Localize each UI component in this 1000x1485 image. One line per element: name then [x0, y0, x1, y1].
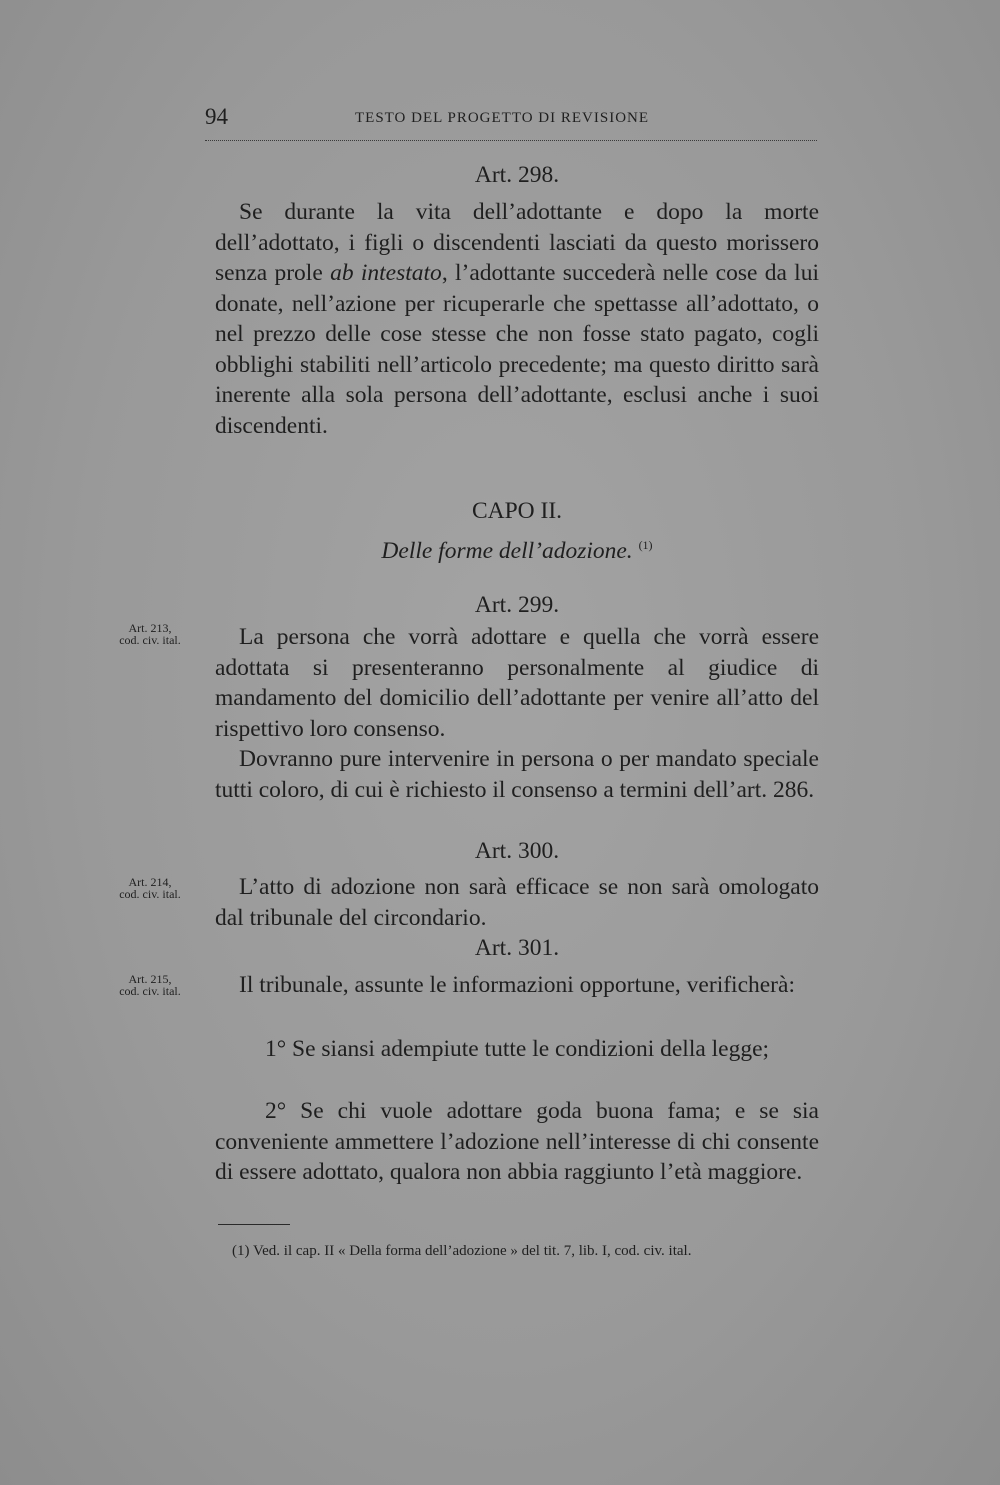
running-title: TESTO DEL PROGETTO DI REVISIONE: [355, 110, 650, 126]
article-299-title: Art. 299.: [474, 592, 560, 618]
article-300-text: L’atto di adozione non sarà efficace se non sarà omologato dal tribunale del circondario.: [215, 874, 819, 931]
article-298-text: [215, 197, 819, 441]
article-301-item-1: 1° Se siansi adempiute tutte le condizioni della legge;: [265, 1036, 770, 1062]
article-298-italic: ab intestato: [330, 260, 442, 286]
article-298-text-b: , l’adottante succederà nelle cose da lui donate, nell’azione per ricuperarle che spettasse all’adottato, o nel prezzo delle cose stesse che non fosse stato pagato, cogli obblighi stabiliti nell’articolo precedente; ma questo diritto sarà inerente alla sola persona dell’adottante, esclusi anche i suoi discendenti.: [215, 260, 819, 439]
article-299-paragraph-1: La persona che vorrà adottare e quella che vorrà essere adottata si presenteranno personalmente al giudice di mandamento del domicilio dell’adottante per venire all’atto del rispettivo loro consenso.: [215, 624, 819, 742]
chapter-label: CAPO II.: [471, 498, 563, 524]
chapter-subtitle: [215, 538, 819, 565]
footnote-marker: (1): [638, 538, 653, 553]
page-header: [205, 104, 817, 141]
chapter-subtitle-text: Delle forme dell’adozione.: [381, 538, 633, 564]
article-300-margin-reference: [100, 876, 200, 900]
page-number: 94: [205, 104, 228, 129]
margin-reference-line: cod. civ. ital.: [119, 984, 181, 998]
footnote: (1) Ved. il cap. II « Della forma dell’adozione » del tit. 7, lib. I, cod. civ. ital.: [232, 1243, 692, 1259]
margin-reference-line: Art. 213,: [128, 621, 172, 635]
article-301-margin-reference: [100, 973, 200, 997]
margin-reference-line: cod. civ. ital.: [119, 633, 181, 647]
margin-reference-line: Art. 214,: [128, 875, 172, 889]
article-299-paragraph-2: Dovranno pure intervenire in persona o per mandato speciale tutti coloro, di cui è richiesto il consenso a termini dell’art. 286.: [215, 746, 819, 803]
article-300-title: Art. 300.: [474, 838, 560, 864]
article-301-item-2: 2° Se chi vuole adottare goda buona fama; e se sia conveniente ammettere l’adozione nell’interesse di chi consente di essere adottato, qualora non abbia raggiunto l’età maggiore.: [215, 1098, 819, 1185]
footnote-rule: [218, 1224, 290, 1225]
article-301-intro: Il tribunale, assunte le informazioni opportune, verificherà:: [239, 972, 795, 998]
article-298-title: Art. 298.: [474, 162, 560, 188]
article-298-text-a: Se durante la vita dell’adottante e dopo la morte dell’adottato, i figli o discendenti lasciati da questo morissero senza prole: [215, 199, 819, 286]
article-301-title: Art. 301.: [474, 935, 560, 961]
article-299-margin-reference: [100, 622, 200, 646]
margin-reference-line: cod. civ. ital.: [119, 887, 181, 901]
margin-reference-line: Art. 215,: [128, 972, 172, 986]
